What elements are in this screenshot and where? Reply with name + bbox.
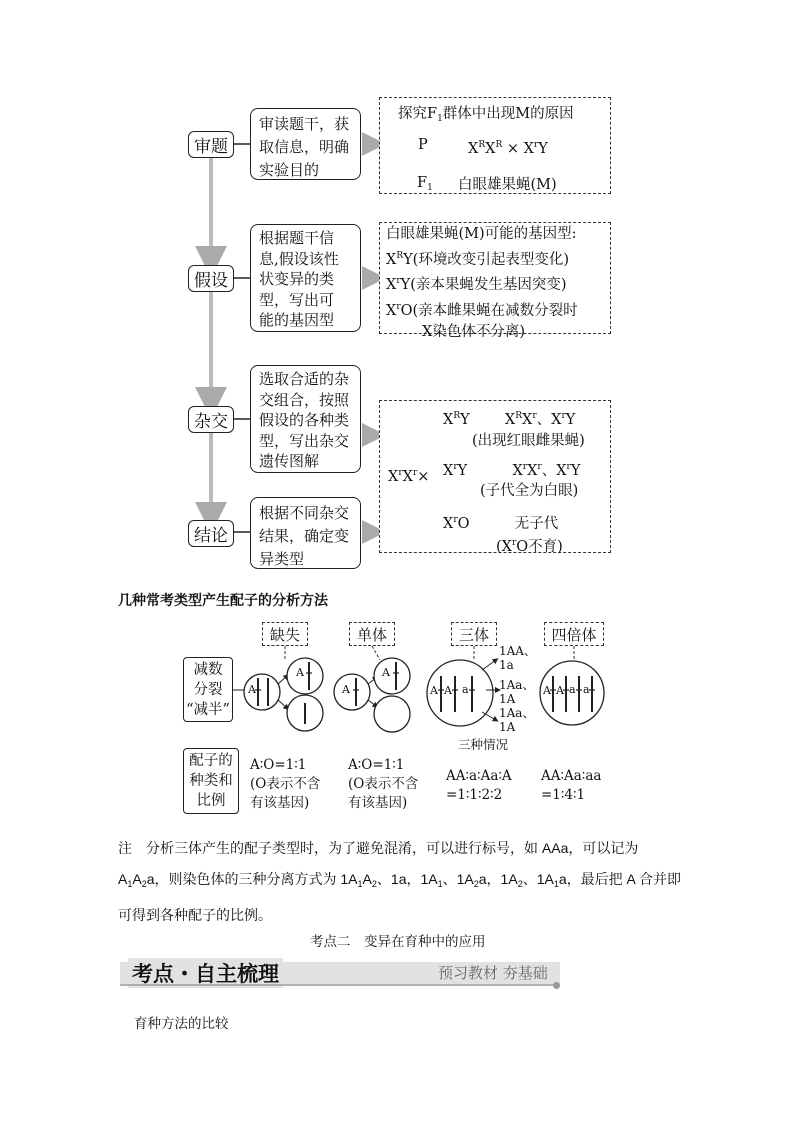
banner-subtitle: 预习教材 夯基础 bbox=[438, 964, 548, 982]
allele-letter: a bbox=[583, 683, 590, 696]
allele-letter: A bbox=[296, 666, 304, 679]
ratio-monosomy: A∶O=1∶1 (O表示不含 有该基因) bbox=[348, 757, 419, 811]
step-jiashe: 假设 bbox=[188, 265, 234, 292]
type-label-tetraploid: 四倍体 bbox=[544, 622, 604, 646]
row-label-meiosis: 减数 分裂 “减半” bbox=[183, 657, 233, 722]
section-title-breeding: 考点二 变异在育种中的应用 bbox=[310, 934, 486, 949]
type-label-trisomy: 三体 bbox=[451, 622, 497, 646]
box1-f1-text: 白眼雄果蝇(M) bbox=[458, 177, 557, 193]
section-title-gamete: 几种常考类型产生配子的分析方法 bbox=[118, 592, 328, 608]
allele-letter: A bbox=[556, 684, 564, 697]
desc-jiashe: 根据题干信 息,假设该性 状变异的类 型，写出可 能的基因型 bbox=[250, 224, 361, 332]
box3-row3: $X^rO$ 无子代 bbox=[443, 515, 559, 532]
allele-letter: A bbox=[444, 684, 452, 697]
type-label-deletion: 缺失 bbox=[262, 622, 308, 646]
box1-title: 探究$F_1$群体中出现M的原因 bbox=[398, 106, 574, 124]
allele-letter: A bbox=[382, 666, 390, 679]
ratio-tetraploid: AA∶Aa∶aa =1∶4∶1 bbox=[541, 768, 602, 803]
type-label-monosomy: 单体 bbox=[349, 622, 395, 646]
cell-monosomy-gamete-a bbox=[374, 658, 410, 694]
step-zajiao: 杂交 bbox=[188, 406, 234, 433]
box3-row2-note: (子代全为白眼) bbox=[480, 483, 579, 499]
allele-letter: a bbox=[462, 683, 469, 696]
box3-row2: $X^rY$ $X^rX^r$、$X^rY$ bbox=[443, 462, 581, 479]
box3-row1-note: (出现红眼雌果蝇) bbox=[472, 433, 585, 449]
section-title-comparison: 育种方法的比较 bbox=[134, 1016, 229, 1031]
cell-monosomy-parent bbox=[334, 674, 370, 710]
step-shenti: 审题 bbox=[188, 131, 234, 158]
ratio-trisomy: AA∶a∶Aa∶A =1∶1∶2∶2 bbox=[446, 768, 512, 803]
allele-letter: A bbox=[342, 683, 350, 696]
banner-dot bbox=[553, 982, 560, 989]
allele-letter: a bbox=[569, 683, 576, 696]
desc-jielun: 根据不同杂交 结果，确定变 异类型 bbox=[250, 497, 361, 569]
box1-cross: $X^RX^R \times X^rY$ bbox=[468, 140, 548, 157]
box3-row1: $X^RY$ $X^RX^r$、$X^rY$ bbox=[443, 411, 576, 428]
note-paragraph: 注 分析三体产生的配子类型时，为了避免混淆，可以进行标号，如 AAa，可以记为 $A_1A_2a$，则染色体的三种分离方式为 $1A_1A_2$、1a，$1A_1$、$1A_2a$，$1A_2$、$1A_1a$，最后把 A 合并即 可得到各种配子的比例。 bbox=[118, 840, 681, 923]
box2-text: 白眼雄果蝇(M)可能的基因型: $X^RY$(环境改变引起表型变化) $X^rY$(亲本果蝇发生基因突变) $X^rO$(亲本雌果蝇在减数分裂时 X染色体不分离) bbox=[386, 226, 578, 340]
trisomy-outcomes: 1AA、 1a 1Aa、 1A 1Aa、 1A bbox=[499, 644, 536, 734]
banner-title: 考点・自主梳理 bbox=[128, 958, 283, 988]
cell-monosomy-gamete-o bbox=[374, 696, 410, 732]
desc-zajiao: 选取合适的杂 交组合，按照 假设的各种类 型，写出杂交 遗传图解 bbox=[250, 365, 361, 473]
desc-shenti: 审读题干，获 取信息，明确 实验目的 bbox=[250, 108, 361, 180]
box1-p-label: P bbox=[418, 137, 428, 153]
allele-letter: A bbox=[430, 684, 438, 697]
trisomy-caption: 三种情况 bbox=[458, 737, 509, 752]
box3-parent: $X^rX^r\times$ bbox=[388, 468, 430, 485]
allele-letter: A bbox=[543, 684, 551, 697]
row-label-gametes: 配子的 种类和 比例 bbox=[183, 748, 239, 814]
step-jielun: 结论 bbox=[188, 520, 234, 547]
cell-deletion-gamete-a bbox=[287, 658, 323, 694]
ratio-deletion: A∶O=1∶1 (O表示不含 有该基因) bbox=[250, 757, 321, 811]
allele-letter: A bbox=[248, 683, 256, 696]
box1-f1-label: $F_1$ bbox=[417, 175, 433, 193]
box3-row3-note: ($X^rO$不育) bbox=[496, 538, 563, 555]
banner-underline bbox=[120, 982, 580, 992]
